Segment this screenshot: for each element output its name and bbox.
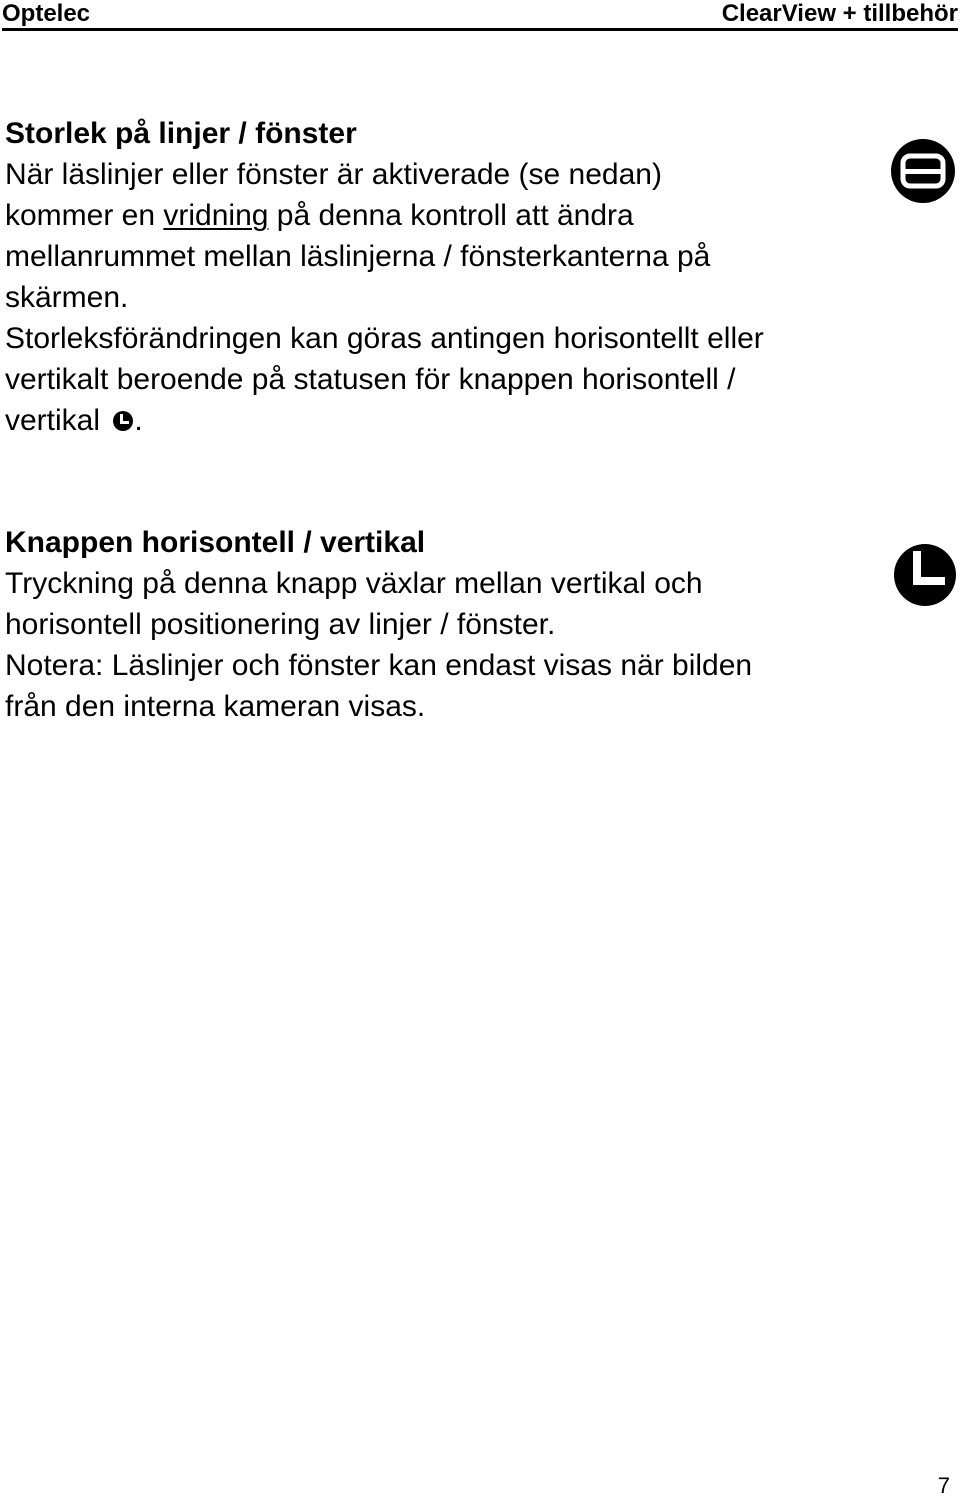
section-heading-line-size: Storlek på linjer / fönster	[5, 117, 357, 150]
text-fragment: .	[134, 404, 143, 437]
paragraph-line: horisontell positionering av linjer / fönster.	[5, 608, 556, 641]
page-header	[2, 0, 958, 31]
page-number: 7	[937, 1473, 950, 1498]
horizontal-vertical-icon	[893, 543, 957, 607]
paragraph-line: mellanrummet mellan läslinjerna / fönsterkanterna på	[5, 240, 711, 273]
paragraph-line: vertikalt beroende på statusen för knappen horisontell /	[5, 363, 736, 396]
text-fragment: vertikal	[5, 404, 109, 437]
text-fragment: på denna kontroll att ändra	[268, 199, 634, 232]
horizontal-vertical-inline-icon	[112, 410, 134, 432]
paragraph-line: Tryckning på denna knapp växlar mellan vertikal och	[5, 567, 703, 600]
section-heading-horizontal-vertical: Knappen horisontell / vertikal	[5, 526, 426, 559]
text-fragment: kommer en	[5, 199, 164, 232]
paragraph-line	[5, 400, 935, 441]
paragraph-line: Notera: Läslinjer och fönster kan endast visas när bilden	[5, 649, 753, 682]
paragraph-line: från den interna kameran visas.	[5, 690, 426, 723]
underlined-term: vridning	[163, 199, 269, 232]
paragraph-line: När läslinjer eller fönster är aktiverade (se nedan)	[5, 158, 662, 191]
paragraph-line: skärmen.	[5, 281, 129, 314]
paragraph-line: Storleksförändringen kan göras antingen horisontellt eller	[5, 322, 764, 355]
section-horizontal-vertical	[5, 522, 935, 727]
reading-lines-size-icon	[890, 138, 956, 204]
header-brand: Optelec	[2, 0, 91, 27]
paragraph-line	[5, 195, 935, 236]
section-line-size	[5, 113, 935, 441]
header-product: ClearView + tillbehör	[721, 0, 958, 27]
